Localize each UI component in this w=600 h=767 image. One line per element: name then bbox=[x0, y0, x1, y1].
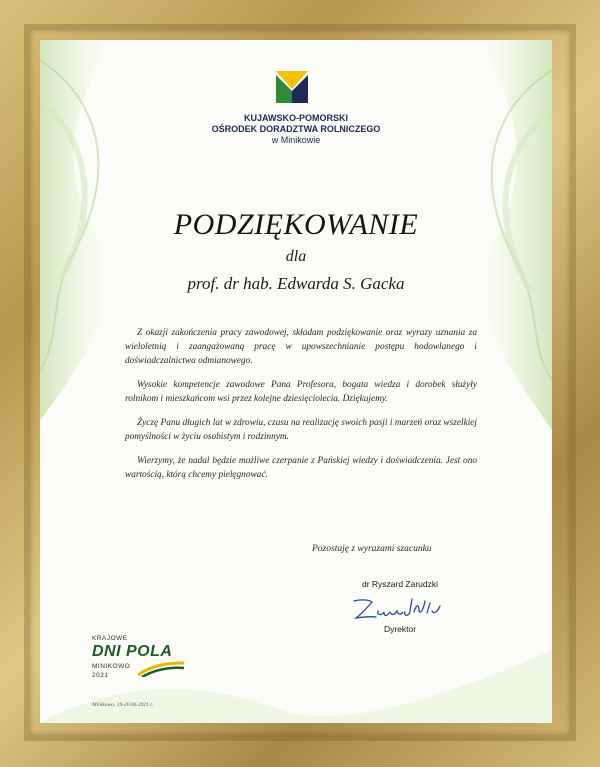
body-paragraph: Życzę Panu długich lat w zdrowiu, czasu na realizację swoich pasji i marzeń oraz wszelkiej pomyślności w życiu osobistym i rodzinnym. bbox=[125, 418, 477, 442]
event-logo-year: 2021 bbox=[92, 672, 109, 679]
for-word: dla bbox=[285, 248, 307, 265]
certificate-paper bbox=[40, 40, 552, 723]
body-paragraph: Wysokie kompetencje zawodowe Pana Profesora, bogata wiedza i dorobek służyły rolnikom i mieszkańcom wsi przez kolejne dziesięciolecia. Dziękujemy. bbox=[125, 380, 477, 404]
certificate-body bbox=[125, 326, 477, 492]
place-and-date: Minikowo, 19-20.06.2021 r. bbox=[92, 702, 154, 708]
certificate-title: PODZIĘKOWANIE bbox=[173, 208, 419, 241]
event-logo-place: MINIKOWO bbox=[92, 663, 131, 670]
closing-phrase: Pozostaję z wyrazami szacunku bbox=[312, 544, 432, 554]
org-line-1: KUJAWSKO-POMORSKI bbox=[243, 113, 348, 123]
handwritten-signature bbox=[326, 593, 456, 623]
field-stripes-icon bbox=[138, 661, 184, 677]
org-line-2: OŚRODEK DORADZTWA ROLNICZEGO bbox=[211, 124, 381, 134]
event-logo-top: KRAJOWE bbox=[92, 635, 128, 642]
recipient-name: prof. dr hab. Edwarda S. Gacka bbox=[187, 274, 405, 293]
body-paragraph: Wierzymy, że nadal będzie możliwe czerpanie z Pańskiej wiedzy i doświadczenia. Jest ono wartością, którą chcemy pielęgnować. bbox=[125, 456, 477, 480]
organization-name bbox=[180, 113, 412, 146]
org-line-3: w Minikowie bbox=[271, 135, 321, 145]
dni-pola-logo bbox=[92, 637, 202, 687]
signer-name: dr Ryszard Zarudzki bbox=[361, 579, 439, 589]
signer-role: Dyrektor bbox=[383, 624, 417, 634]
kpodr-logo-icon bbox=[276, 71, 308, 103]
event-logo-main: DNI POLA bbox=[92, 643, 173, 660]
body-paragraph: Z okazji zakończenia pracy zawodowej, składam podziękowanie oraz wyrazy uznania za wieloletnią i zaangażowaną pracę w upowszechnianie postępu hodowlanego i doświadczalnictwa odmianowego. bbox=[125, 328, 477, 366]
